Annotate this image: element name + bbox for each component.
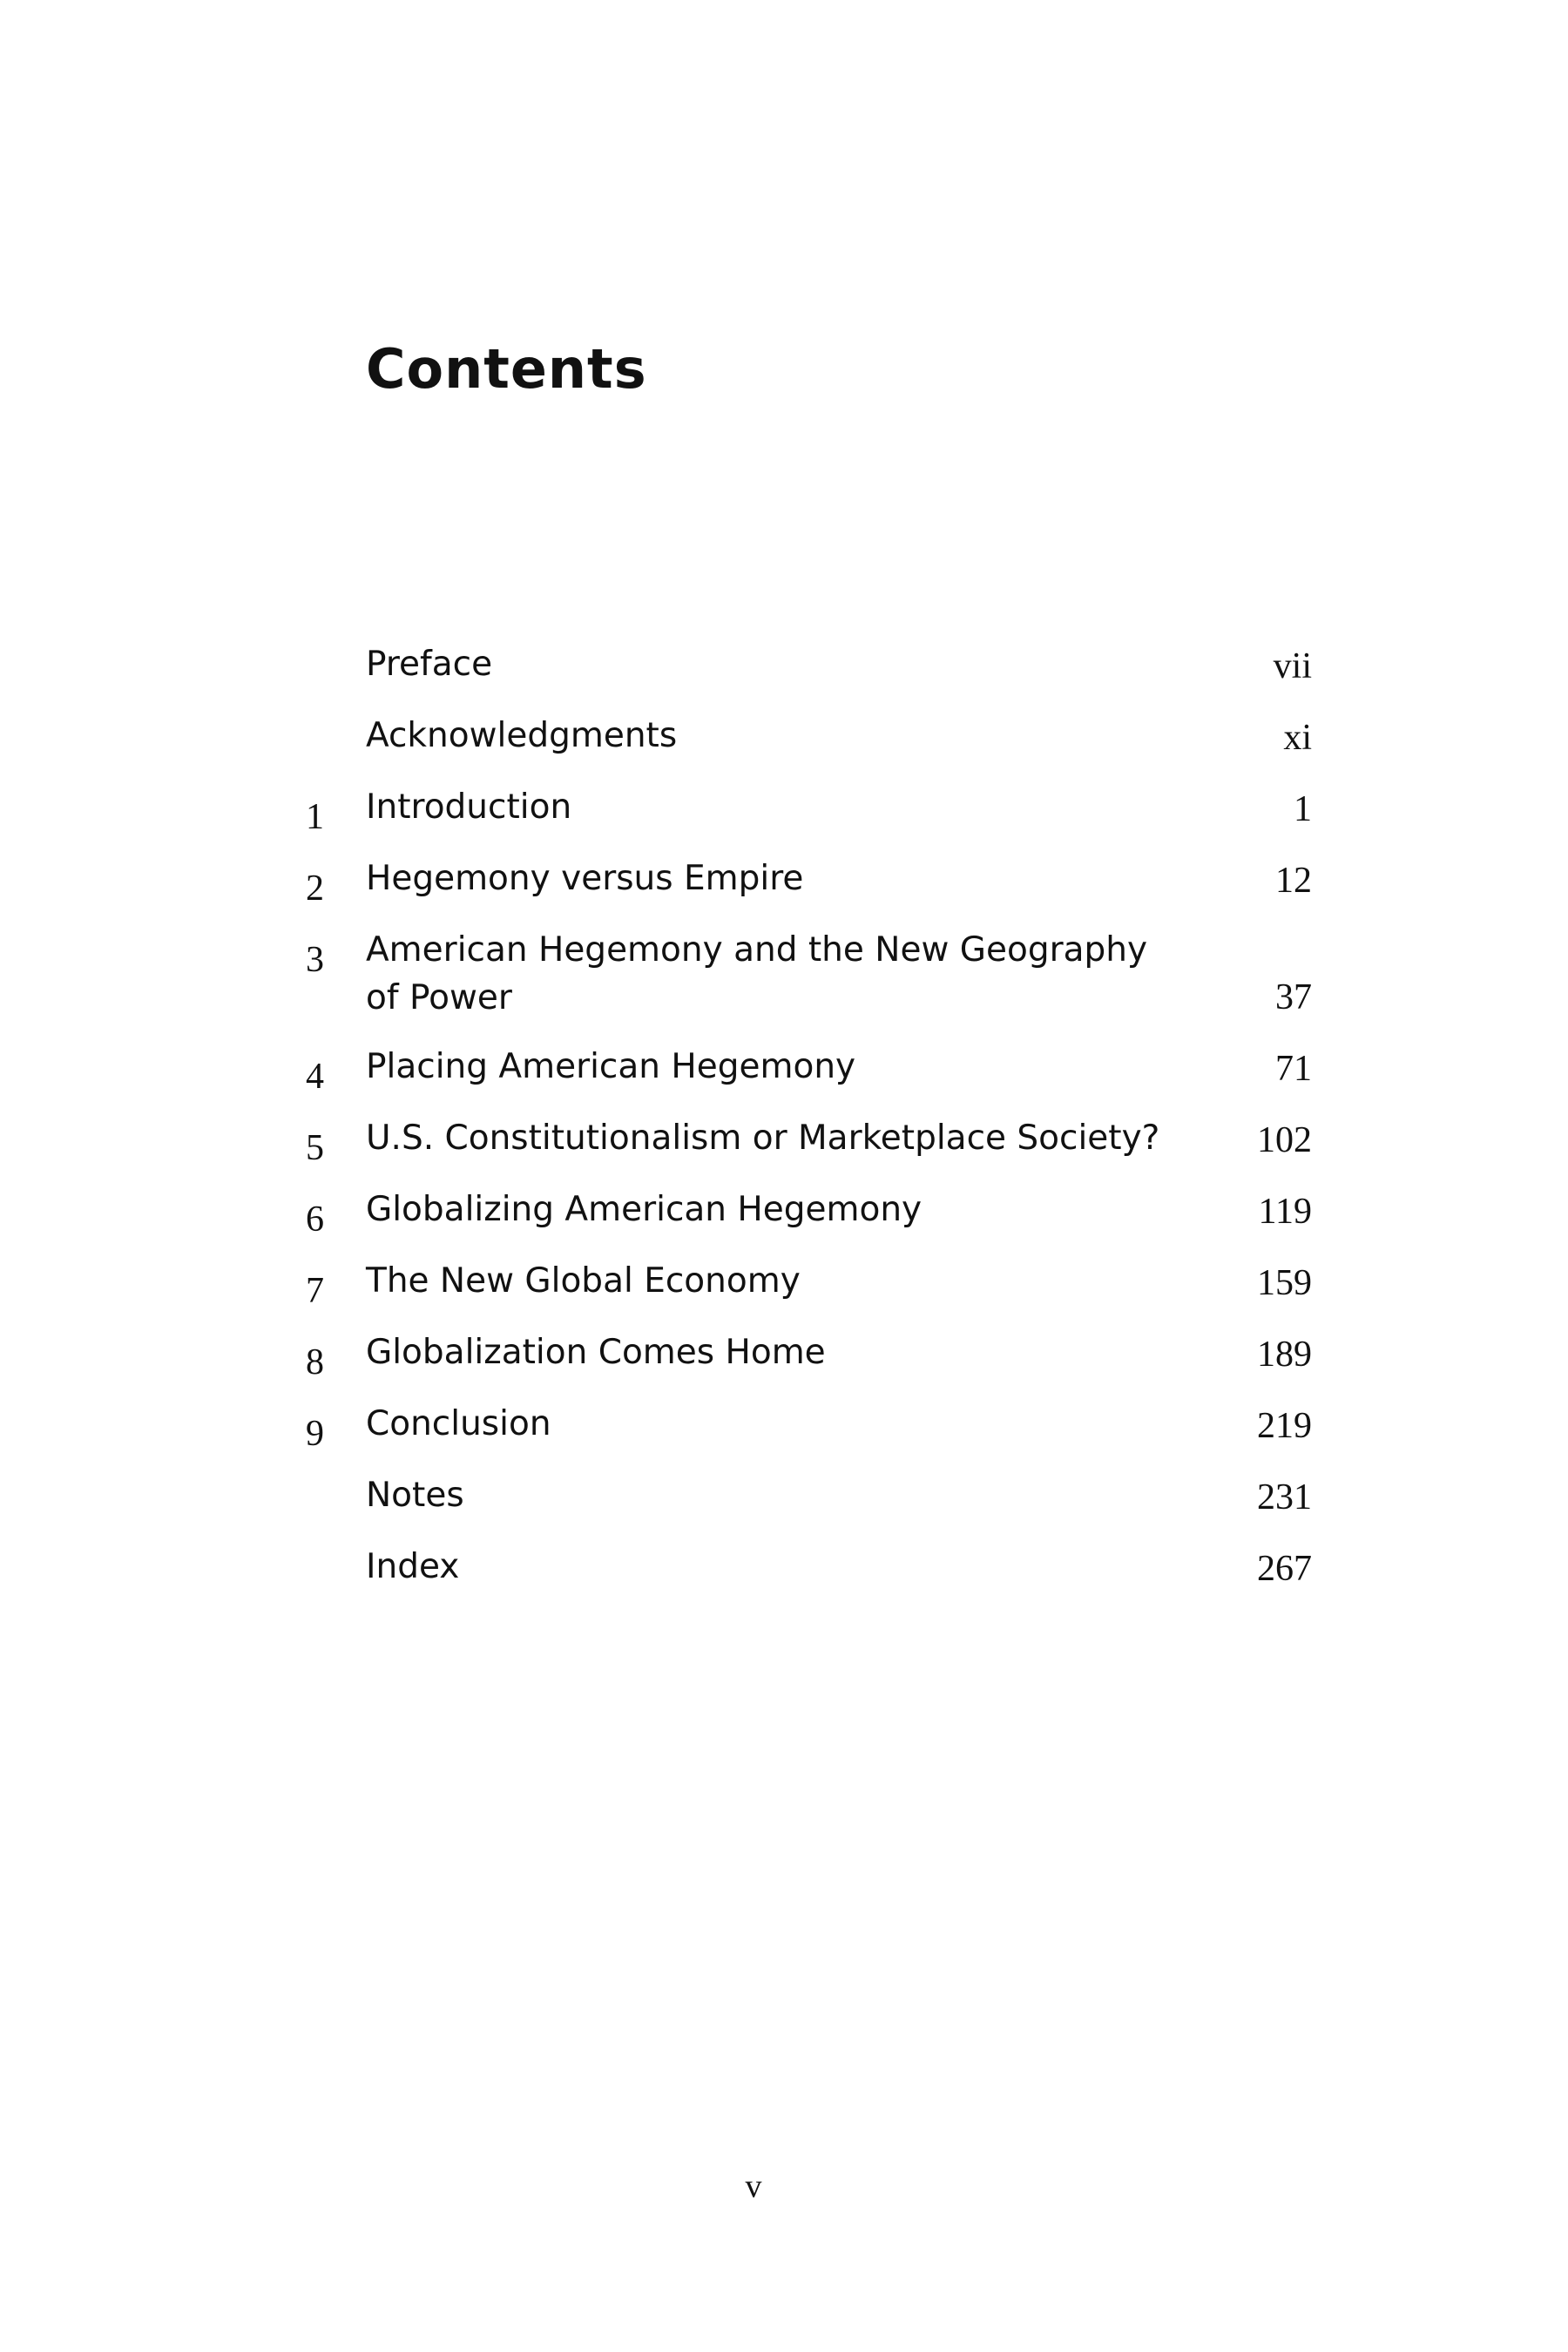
- toc-entry-chapter-2[interactable]: [261, 855, 1324, 909]
- toc-entry-chapter-6[interactable]: [261, 1186, 1324, 1240]
- page-number: 267: [1257, 1549, 1312, 1589]
- page-number: 71: [1275, 1049, 1312, 1089]
- toc-entry-chapter-3[interactable]: [261, 926, 1324, 1022]
- entry-title[interactable]: Introduction: [366, 787, 572, 827]
- entry-title[interactable]: Globalizing American Hegemony: [366, 1190, 923, 1229]
- entry-title[interactable]: Hegemony versus Empire: [366, 859, 804, 898]
- entry-title[interactable]: The New Global Economy: [366, 1261, 801, 1301]
- chapter-number: 5: [306, 1128, 324, 1168]
- table-of-contents: [261, 640, 1324, 1614]
- page-number: 189: [1257, 1335, 1312, 1375]
- entry-title[interactable]: Notes: [366, 1476, 464, 1515]
- entry-title[interactable]: Acknowledgments: [366, 716, 678, 755]
- toc-entry-chapter-1[interactable]: [261, 783, 1324, 837]
- entry-title[interactable]: Globalization Comes Home: [366, 1333, 826, 1372]
- page-number: 102: [1257, 1120, 1312, 1160]
- page-number: 1: [1294, 789, 1312, 829]
- entry-title[interactable]: U.S. Constitutionalism or Marketplace Society?: [366, 1119, 1160, 1158]
- page-number: 231: [1257, 1477, 1312, 1517]
- toc-entry-chapter-4[interactable]: [261, 1043, 1324, 1097]
- entry-title[interactable]: American Hegemony and the New Geography of Power: [366, 930, 1148, 1017]
- page-number: vii: [1273, 646, 1312, 686]
- chapter-number: 4: [306, 1057, 324, 1097]
- page-number: 219: [1257, 1406, 1312, 1446]
- entry-title[interactable]: Preface: [366, 645, 493, 684]
- toc-entry-index[interactable]: [261, 1543, 1324, 1593]
- entry-title[interactable]: Placing American Hegemony: [366, 1047, 856, 1086]
- toc-entry-preface[interactable]: [261, 640, 1324, 691]
- page-folio: v: [745, 2168, 762, 2205]
- entry-title[interactable]: Index: [366, 1547, 460, 1586]
- page-number: xi: [1283, 718, 1312, 758]
- chapter-number: 8: [306, 1342, 324, 1382]
- toc-entry-chapter-9[interactable]: [261, 1400, 1324, 1454]
- chapter-number: 1: [306, 797, 324, 837]
- page-number: 119: [1258, 1192, 1312, 1232]
- page-number: 159: [1257, 1263, 1312, 1303]
- chapter-number: 9: [306, 1414, 324, 1454]
- entry-title[interactable]: Conclusion: [366, 1404, 551, 1443]
- toc-entry-chapter-8[interactable]: [261, 1328, 1324, 1382]
- toc-entry-acknowledgments[interactable]: [261, 712, 1324, 762]
- chapter-number: 7: [306, 1271, 324, 1311]
- page-number: 12: [1275, 861, 1312, 901]
- toc-entry-chapter-5[interactable]: [261, 1114, 1324, 1168]
- toc-entry-chapter-7[interactable]: [261, 1257, 1324, 1311]
- chapter-number: 3: [306, 940, 324, 980]
- chapter-number: 2: [306, 868, 324, 909]
- page-number: 37: [1275, 977, 1312, 1017]
- chapter-number: 6: [306, 1200, 324, 1240]
- page-title: Contents: [366, 337, 647, 401]
- toc-entry-notes[interactable]: [261, 1471, 1324, 1522]
